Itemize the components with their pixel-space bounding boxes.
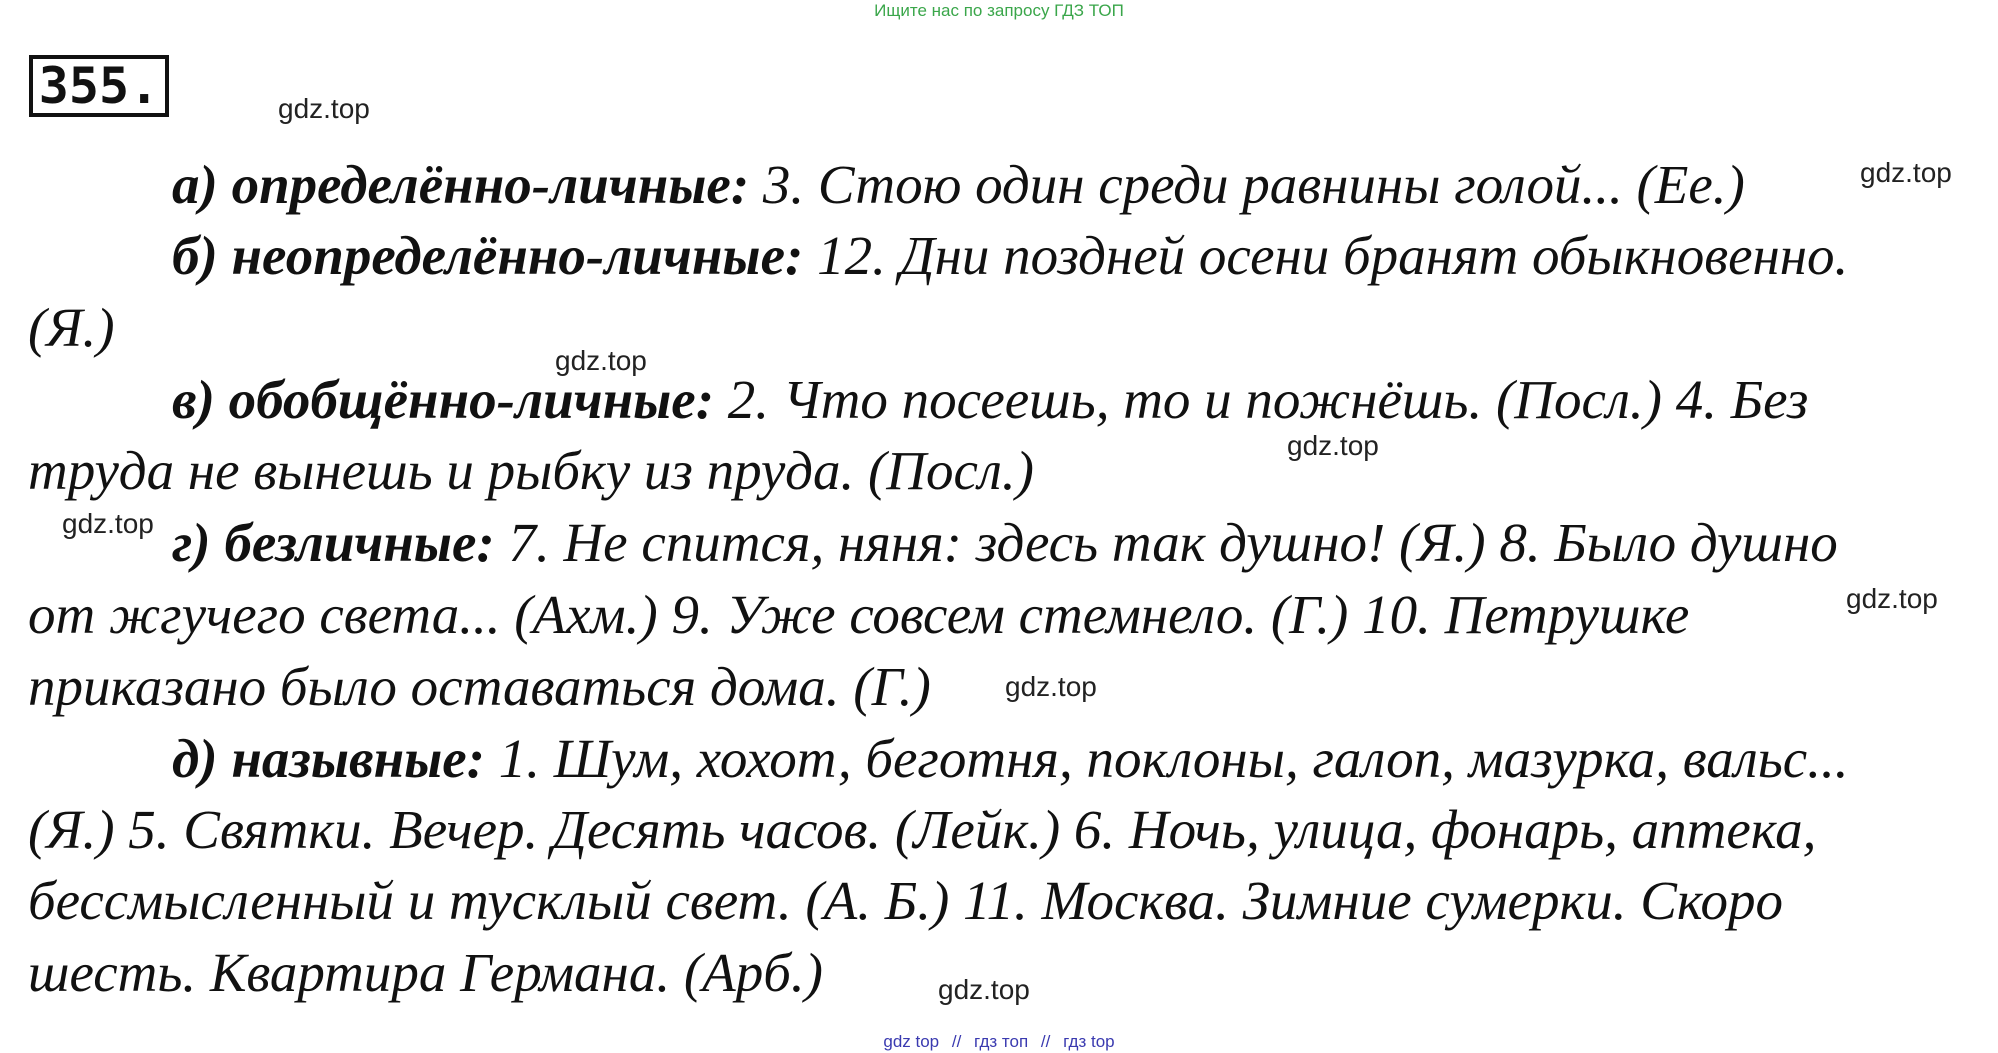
task-number: 355. xyxy=(29,55,169,117)
bottom-link[interactable]: гдз top xyxy=(1063,1032,1115,1051)
watermark: gdz.top xyxy=(938,974,1030,1005)
section-g-text: 7. Не спится, няня: здесь так душно! (Я.) 8. Было душно xyxy=(494,512,1838,573)
section-a-label: а) определённо-личные: xyxy=(172,154,750,215)
section-v-line-2 xyxy=(28,441,1034,501)
watermark: gdz.top xyxy=(278,93,370,124)
bottom-link-separator: // xyxy=(1040,1032,1051,1051)
watermark: gdz.top xyxy=(1846,583,1938,614)
section-b-line-2 xyxy=(28,298,115,358)
watermark: gdz.top xyxy=(62,508,154,539)
section-v-label: в) обобщённо-личные: xyxy=(172,369,715,430)
section-v-text: труда не вынешь и рыбку из пруда. (Посл.) xyxy=(28,440,1034,501)
bottom-link-separator: // xyxy=(951,1032,962,1051)
section-d-line-2 xyxy=(28,800,1816,860)
section-v-line-1 xyxy=(172,370,1808,430)
section-d-line-4 xyxy=(28,943,823,1003)
section-b-line-1 xyxy=(172,226,1848,286)
section-g-line-2 xyxy=(28,585,1689,645)
section-g-text: приказано было оставаться дома. (Г.) xyxy=(28,656,931,717)
bottom-link[interactable]: гдз топ xyxy=(974,1032,1029,1051)
top-banner[interactable]: Ищите нас по запросу ГДЗ ТОП xyxy=(874,1,1124,20)
bottom-link[interactable]: gdz top xyxy=(883,1032,940,1051)
section-a-line-1 xyxy=(172,155,1745,215)
section-v-text: 2. Что посеешь, то и пожнёшь. (Посл.) 4. Без xyxy=(714,369,1809,430)
section-g-line-3 xyxy=(28,657,931,717)
section-d-line-1 xyxy=(172,729,1848,789)
section-d-line-3 xyxy=(28,871,1783,931)
section-d-text: шесть. Квартира Германа. (Арб.) xyxy=(28,942,823,1003)
watermark: gdz.top xyxy=(555,345,647,376)
section-d-text: 1. Шум, хохот, беготня, поклоны, галоп, мазурка, вальс... xyxy=(485,728,1849,789)
section-d-text: бессмысленный и тусклый свет. (А. Б.) 11. Москва. Зимние сумерки. Скоро xyxy=(28,870,1784,931)
section-d-text: (Я.) 5. Святки. Вечер. Десять часов. (Лейк.) 6. Ночь, улица, фонарь, аптека, xyxy=(28,799,1817,860)
section-g-line-1 xyxy=(172,513,1838,573)
watermark: gdz.top xyxy=(1860,157,1952,188)
section-d-label: д) назывные: xyxy=(172,728,486,789)
section-g-text: от жгучего света... (Ахм.) 9. Уже совсем стемнело. (Г.) 10. Петрушке xyxy=(28,584,1690,645)
watermark: gdz.top xyxy=(1005,671,1097,702)
bottom-links xyxy=(0,1032,1998,1052)
section-b-text: 12. Дни поздней осени бранят обыкновенно. xyxy=(803,225,1849,286)
section-b-text: (Я.) xyxy=(28,297,115,358)
watermark: gdz.top xyxy=(1287,430,1379,461)
section-a-text: 3. Стою один среди равнины голой... (Ее.) xyxy=(749,154,1745,215)
section-g-label: г) безличные: xyxy=(172,512,495,573)
section-b-label: б) неопределённо-личные: xyxy=(172,225,804,286)
